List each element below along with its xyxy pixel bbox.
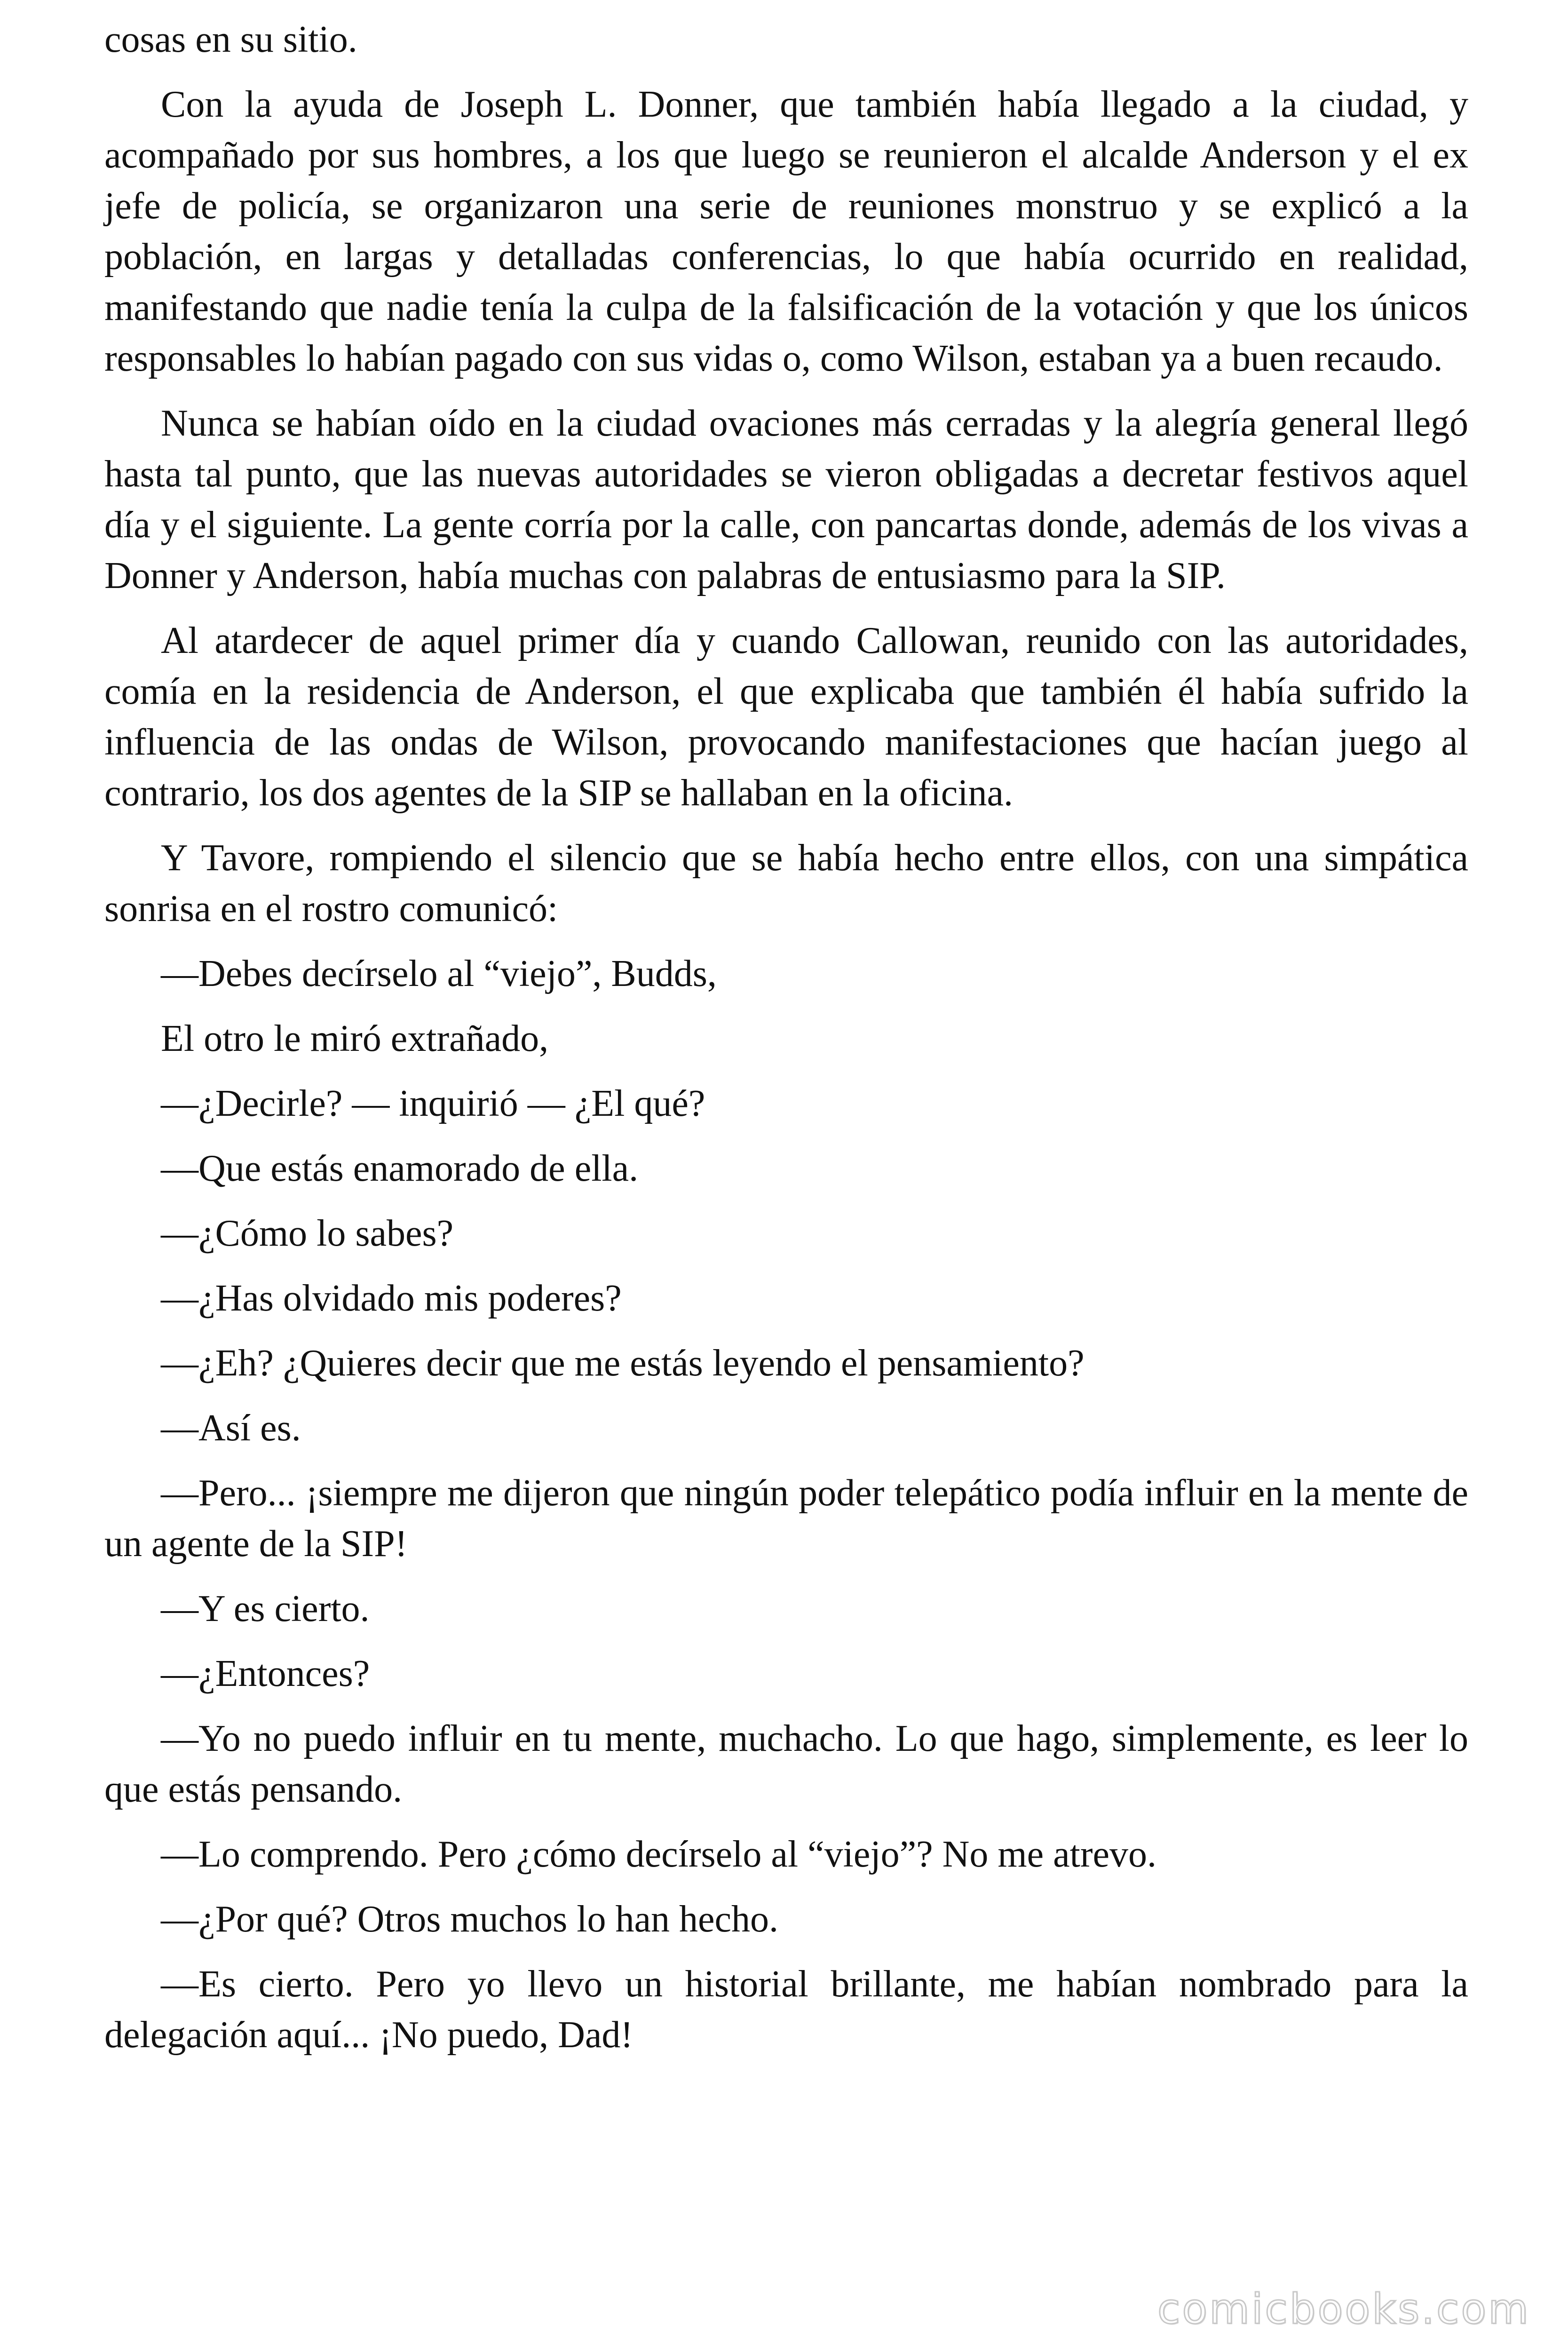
dialogue-line: —¿Entonces? (161, 1653, 370, 1694)
paragraph: Con la ayuda de Joseph L. Donner, que también había llegado a la ciudad, y acompañado por sus hombres, a los que luego se reunieron el alcalde Anderson y el ex jefe de policía, se organizaron una serie de reuniones monstruo y se explicó a la población, en largas y detalladas conferencias, lo que había ocurrido en realidad, manifestando que nadie tenía la culpa de la falsificación de la votación y que los únicos responsables lo habían pagado con sus vidas o, como Wilson, estaban ya a buen recaudo. (104, 84, 1468, 379)
dialogue-line: —Y es cierto. (161, 1588, 370, 1629)
paragraph: cosas en su sitio. (104, 19, 357, 60)
paragraph: Al atardecer de aquel primer día y cuando Callowan, reunido con las autoridades, comía en la residencia de Anderson, el que explicaba que también él había sufrido la influencia de las ondas de Wilson, provocando manifestaciones que hacían juego al contrario, los dos agentes de la SIP se hallaban en la oficina. (104, 620, 1468, 814)
dialogue-line: —Es cierto. Pero yo llevo un historial brillante, me habían nombrado para la delegación aquí... ¡No puedo, Dad! (104, 1963, 1468, 2056)
dialogue-line: —¿Has olvidado mis poderes? (161, 1278, 622, 1319)
dialogue-line: —¿Eh? ¿Quieres decir que me estás leyendo el pensamiento? (161, 1343, 1085, 1384)
page-body (104, 14, 1468, 2074)
dialogue-line: —Yo no puedo influir en tu mente, muchacho. Lo que hago, simplemente, es leer lo que estás pensando. (104, 1718, 1468, 1810)
dialogue-line: —Debes decírselo al “viejo”, Budds, (161, 953, 717, 994)
watermark: comicbooks.com (1157, 2285, 1530, 2333)
dialogue-line: —Así es. (161, 1407, 301, 1449)
dialogue-line: —Lo comprendo. Pero ¿cómo decírselo al “viejo”? No me atrevo. (161, 1834, 1156, 1875)
paragraph: Y Tavore, rompiendo el silencio que se había hecho entre ellos, con una simpática sonrisa en el rostro comunicó: (104, 837, 1468, 930)
dialogue-line: —Que estás enamorado de ella. (161, 1148, 639, 1189)
dialogue-line: —¿Por qué? Otros muchos lo han hecho. (161, 1899, 779, 1940)
dialogue-line: —¿Decirle? — inquirió — ¿El qué? (161, 1083, 705, 1124)
paragraph: El otro le miró extrañado, (161, 1018, 549, 1059)
dialogue-line: —¿Cómo lo sabes? (161, 1213, 454, 1254)
paragraph: Nunca se habían oído en la ciudad ovaciones más cerradas y la alegría general llegó hasta tal punto, que las nuevas autoridades se vieron obligadas a decretar festivos aquel día y el siguiente. La gente corría por la calle, con pancartas donde, además de los vivas a Donner y Anderson, había muchas con palabras de entusiasmo para la SIP. (104, 403, 1468, 596)
dialogue-line: —Pero... ¡siempre me dijeron que ningún poder telepático podía influir en la mente de un agente de la SIP! (104, 1472, 1468, 1565)
